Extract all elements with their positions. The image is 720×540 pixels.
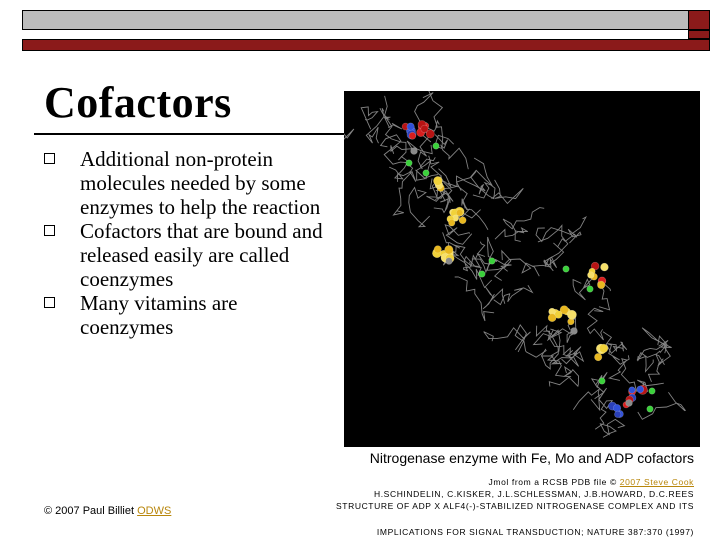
square-bullet-icon [44,225,55,236]
atom-sphere [599,378,605,384]
backbone-trace [573,388,606,410]
citation-line-4: IMPLICATIONS FOR SIGNAL TRANSDUCTION; NATURE 387:370 (1997) [376,527,694,537]
bullet-text: Cofactors that are bound and released easily are called coenzymes [80,219,323,291]
atom-sphere [407,123,414,130]
bullet-list [44,147,334,339]
atom-sphere [448,220,455,227]
square-bullet-icon [44,153,55,164]
backbone-trace [409,188,430,227]
atom-sphere [614,411,621,418]
copyright-credit [44,505,171,517]
backbone-trace [541,356,571,377]
atom-sphere [647,406,653,412]
backbone-trace [484,328,531,350]
atom-sphere [409,132,416,139]
backbone-trace [536,217,586,241]
atom-sphere [479,271,485,277]
atom-sphere [613,404,621,412]
atom-sphere [571,328,578,335]
protein-ribbon-graphic [344,91,700,447]
atom-sphere [587,286,593,292]
nitrogenase-structure-image [344,91,700,447]
backbone-trace [494,285,533,304]
atom-sphere [587,272,594,279]
backbone-trace [638,392,686,419]
bullet-text: Additional non-protein molecules needed by some enzymes to help the reaction [80,147,321,219]
atom-sphere [489,258,495,264]
atom-sphere [626,400,633,407]
backbone-trace [435,135,468,170]
header-red-band [22,39,710,51]
citation-line-3: STRUCTURE OF ADP X ALF4(-)-STABILIZED NITROGENASE COMPLEX AND ITS [336,501,694,511]
atom-sphere [446,258,453,265]
atom-sphere [600,263,608,271]
backbone-trace [344,129,354,169]
atom-sphere [597,281,605,289]
backbone-trace [515,325,546,357]
steve-cook-link[interactable]: 2007 Steve Cook [619,477,694,487]
atom-sphere [421,125,428,132]
backbone-trace [501,259,539,276]
figure-caption: Nitrogenase enzyme with Fe, Mo and ADP cofactors [369,450,694,466]
backbone-trace [503,208,544,232]
credit-text: © 2007 Paul Billiet [44,505,138,517]
backbone-trace [587,308,603,340]
header-corner-square [688,10,710,30]
backbone-trace [549,370,578,387]
bullet-text: Many vitamins are coenzymes [80,291,238,339]
bullet-item [44,147,334,219]
slide-title: Cofactors [44,78,232,127]
bullet-item [44,219,334,291]
backbone-trace [562,347,584,367]
atom-sphere [563,266,569,272]
atom-sphere [629,387,635,393]
source-citation [336,476,694,538]
atom-sphere [434,246,441,253]
atom-sphere [599,344,608,353]
citation-line-1 [336,476,694,488]
odws-link[interactable]: ODWS [137,505,172,517]
atom-sphere [433,176,442,185]
backbone-trace [495,228,528,241]
atom-sphere [637,386,644,393]
atom-sphere [456,209,463,216]
backbone-trace [557,229,581,247]
square-bullet-icon [44,297,55,308]
backbone-trace [361,107,377,129]
header-corner-square-lower [688,30,710,39]
atom-sphere [411,148,418,155]
backbone-trace [492,180,524,204]
backbone-trace [600,419,624,437]
header-gray-band [22,10,710,30]
backbone-trace [445,225,472,245]
atom-sphere [594,353,601,360]
backbone-trace [538,225,568,270]
atom-sphere [548,314,556,322]
header-decoration [22,10,710,40]
citation-line-2: H.SCHINDELIN, C.KISKER, J.L.SCHLESSMAN, J.B.HOWARD, D.C.REES [373,489,694,499]
atom-sphere [459,217,466,224]
backbone-trace [483,287,505,309]
atom-sphere [649,388,655,394]
citation-text: Jmol from a RCSB PDB file © [488,477,620,487]
atom-sphere [423,170,429,176]
backbone-trace [448,246,492,288]
atom-sphere [406,160,412,166]
title-underline [34,133,344,135]
atom-sphere [433,143,439,149]
atom-sphere [445,246,454,255]
bullet-item [44,291,334,339]
atom-sphere [567,310,576,319]
